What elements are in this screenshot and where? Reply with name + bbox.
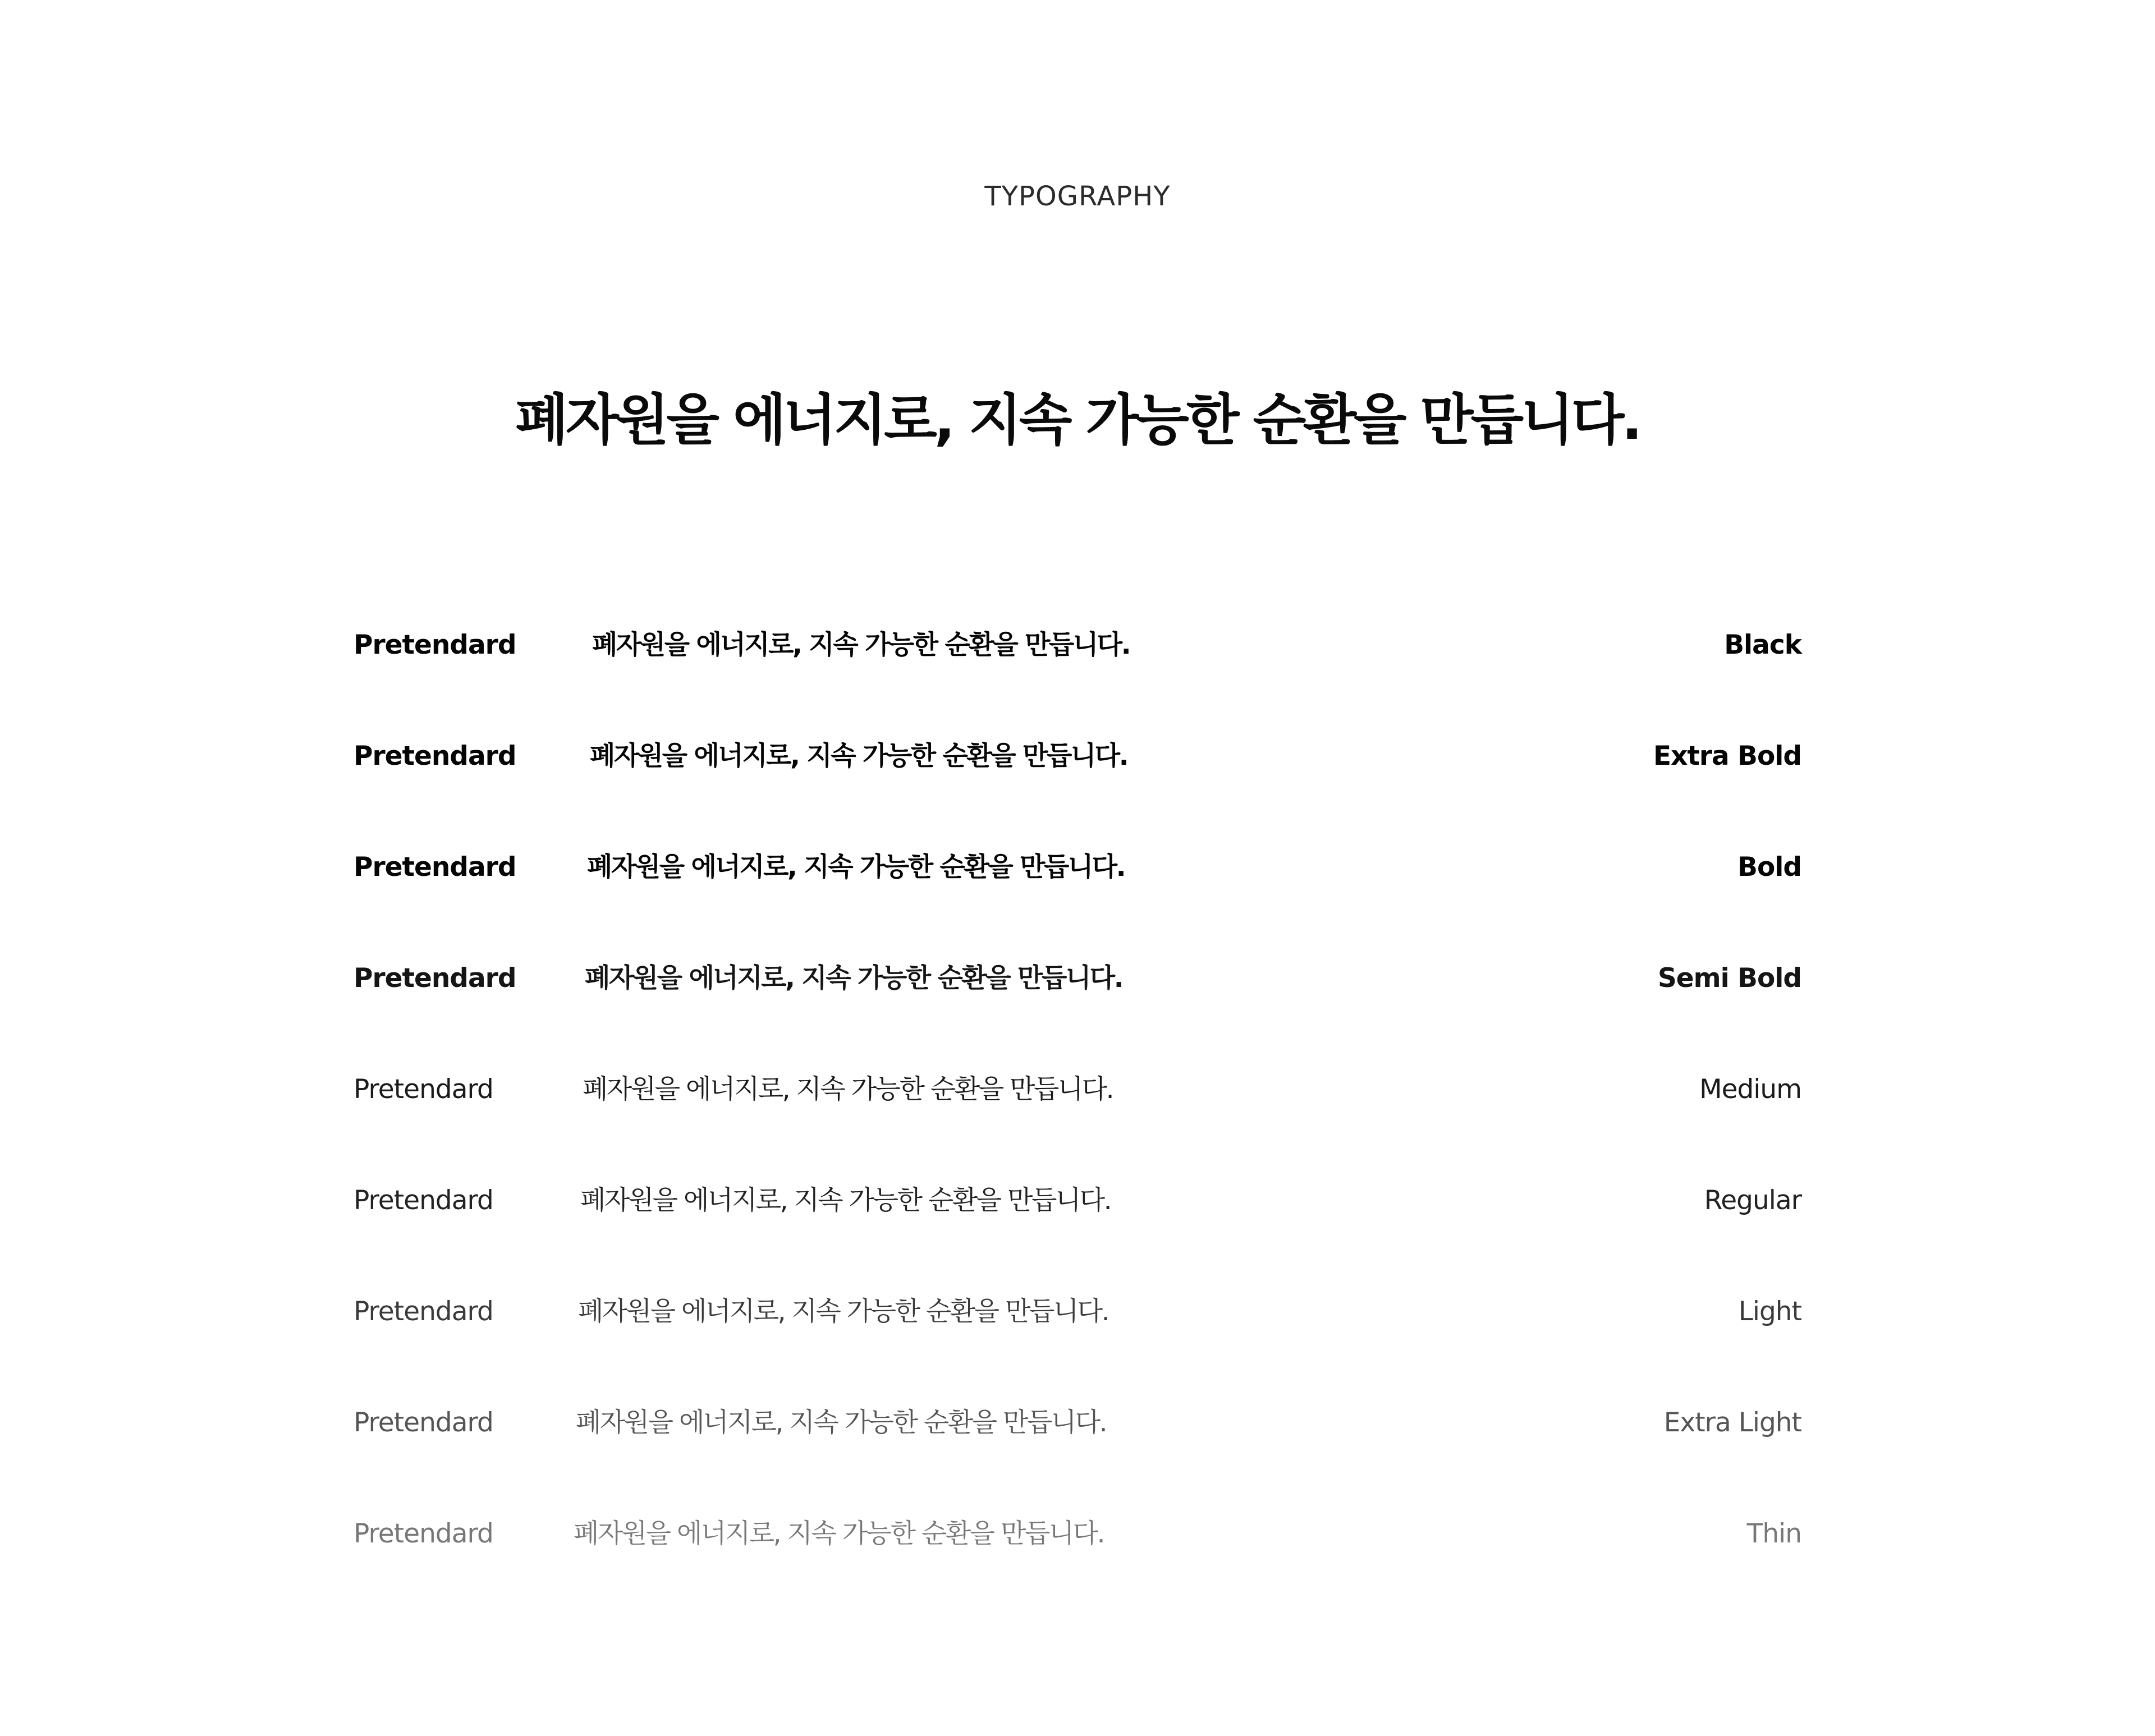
font-family-name: Pretendard: [354, 741, 516, 771]
weight-specimen-list: [354, 614, 1801, 1619]
section-label: TYPOGRAPHY: [984, 181, 1171, 212]
specimen-row-thin: [354, 1503, 1801, 1565]
sample-text: 폐자원을 에너지로, 지속 가능한 순환을 만듭니다.: [574, 1518, 1104, 1549]
sample-text: 폐자원을 에너지로, 지속 가능한 순환을 만듭니다.: [580, 1185, 1111, 1216]
weight-name: Black: [1724, 630, 1801, 660]
sample-text: 폐자원을 에너지로, 지속 가능한 순환을 만듭니다.: [583, 1074, 1113, 1105]
specimen-row-regular: [354, 1170, 1801, 1232]
weight-name: Regular: [1704, 1185, 1801, 1216]
specimen-row-semi-bold: [354, 948, 1801, 1009]
specimen-row-light: [354, 1281, 1801, 1343]
specimen-row-black: [354, 614, 1801, 676]
weight-name: Light: [1738, 1296, 1801, 1327]
weight-name: Bold: [1737, 852, 1801, 883]
font-family-name: Pretendard: [354, 852, 516, 883]
weight-name: Medium: [1699, 1074, 1801, 1105]
weight-name: Thin: [1746, 1518, 1801, 1549]
sample-text: 폐자원을 에너지로, 지속 가능한 순환을 만듭니다.: [576, 1407, 1107, 1438]
weight-name: Extra Bold: [1653, 741, 1801, 771]
sample-text: 폐자원을 에너지로, 지속 가능한 순환을 만듭니다.: [585, 963, 1123, 994]
sample-text: 폐자원을 에너지로, 지속 가능한 순환을 만듭니다.: [587, 852, 1125, 883]
sample-text: 폐자원을 에너지로, 지속 가능한 순환을 만듭니다.: [590, 741, 1128, 771]
specimen-row-medium: [354, 1059, 1801, 1120]
font-family-name: Pretendard: [354, 1518, 493, 1549]
font-family-name: Pretendard: [354, 630, 516, 660]
font-family-name: Pretendard: [354, 1074, 493, 1105]
sample-text: 폐자원을 에너지로, 지속 가능한 순환을 만듭니다.: [578, 1296, 1109, 1327]
headline: 폐자원을 에너지로, 지속 가능한 순환을 만듭니다.: [515, 388, 1640, 452]
font-family-name: Pretendard: [354, 1407, 493, 1438]
sample-text: 폐자원을 에너지로, 지속 가능한 순환을 만듭니다.: [592, 630, 1130, 660]
font-family-name: Pretendard: [354, 1296, 493, 1327]
weight-name: Extra Light: [1663, 1407, 1801, 1438]
font-family-name: Pretendard: [354, 963, 516, 994]
specimen-row-extra-light: [354, 1392, 1801, 1454]
font-family-name: Pretendard: [354, 1185, 493, 1216]
specimen-row-bold: [354, 837, 1801, 898]
weight-name: Semi Bold: [1657, 963, 1801, 994]
specimen-row-extra-bold: [354, 725, 1801, 787]
